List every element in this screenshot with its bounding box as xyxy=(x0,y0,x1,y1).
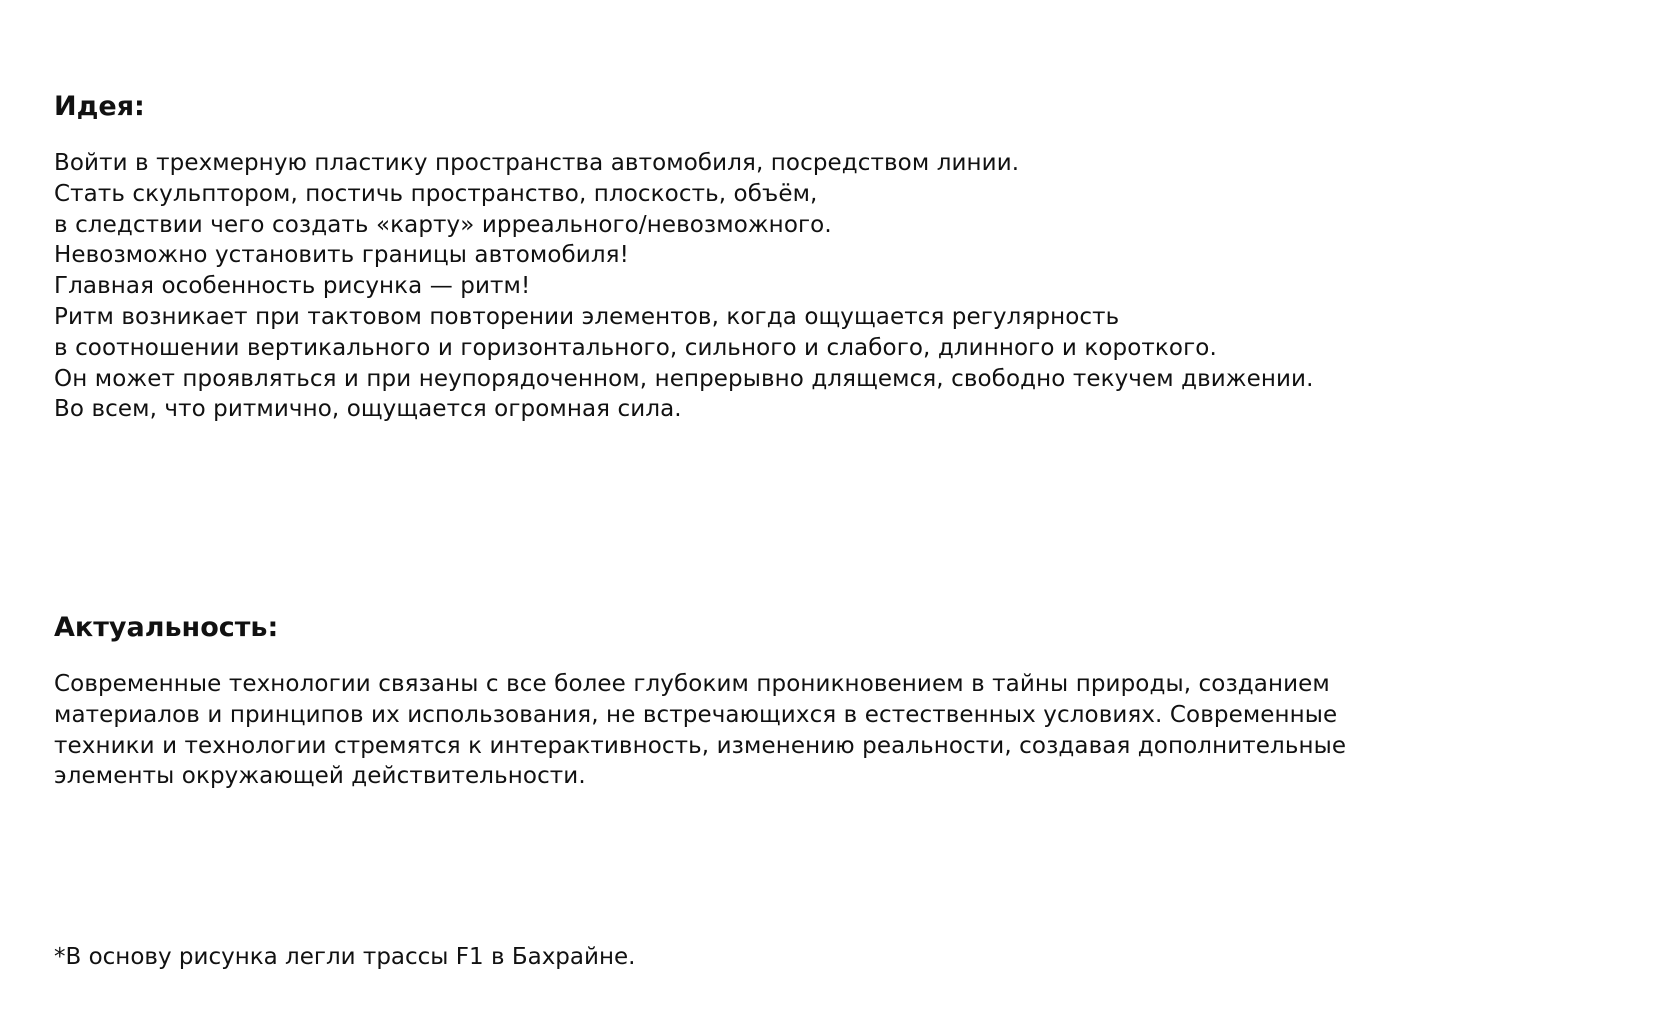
idea-line: Войти в трехмерную пластику пространства автомобиля, посредством линии. xyxy=(54,150,1020,176)
idea-line: в следствии чего создать «карту» ирреального/невозможного. xyxy=(54,211,832,238)
footnote: *В основу рисунка легли трассы F1 в Бахрайне. xyxy=(54,944,636,970)
relevance-section xyxy=(54,610,1614,792)
relevance-heading: Актуальность: xyxy=(54,612,279,643)
relevance-line: техники и технологии стремятся к интерактивность, изменению реальности, создавая дополнительные xyxy=(54,732,1347,759)
idea-line: Главная особенность рисунка — ритм! xyxy=(54,273,531,300)
idea-paragraph xyxy=(54,148,1614,425)
idea-line: Стать скульптором, постичь пространство, плоскость, объём, xyxy=(54,180,818,207)
idea-line: Во всем, что ритмично, ощущается огромная сила. xyxy=(54,396,682,423)
idea-line: Невозможно установить границы автомобиля! xyxy=(54,242,629,269)
idea-heading: Идея: xyxy=(54,91,145,122)
idea-line: в соотношении вертикального и горизонтального, сильного и слабого, длинного и короткого. xyxy=(54,334,1217,361)
relevance-line: Современные технологии связаны с все более глубоким проникновением в тайны природы, созданием xyxy=(54,671,1330,697)
relevance-paragraph xyxy=(54,669,1614,792)
idea-line: Ритм возникает при тактовом повторении элементов, когда ощущается регулярность xyxy=(54,303,1120,330)
idea-line: Он может проявляться и при неупорядоченном, непрерывно длящемся, свободно текучем движении. xyxy=(54,365,1314,392)
relevance-line: элементы окружающей действительности. xyxy=(54,763,586,790)
idea-section xyxy=(54,89,1614,425)
relevance-line: материалов и принципов их использования, не встречающихся в естественных условиях. Современные xyxy=(54,701,1338,728)
